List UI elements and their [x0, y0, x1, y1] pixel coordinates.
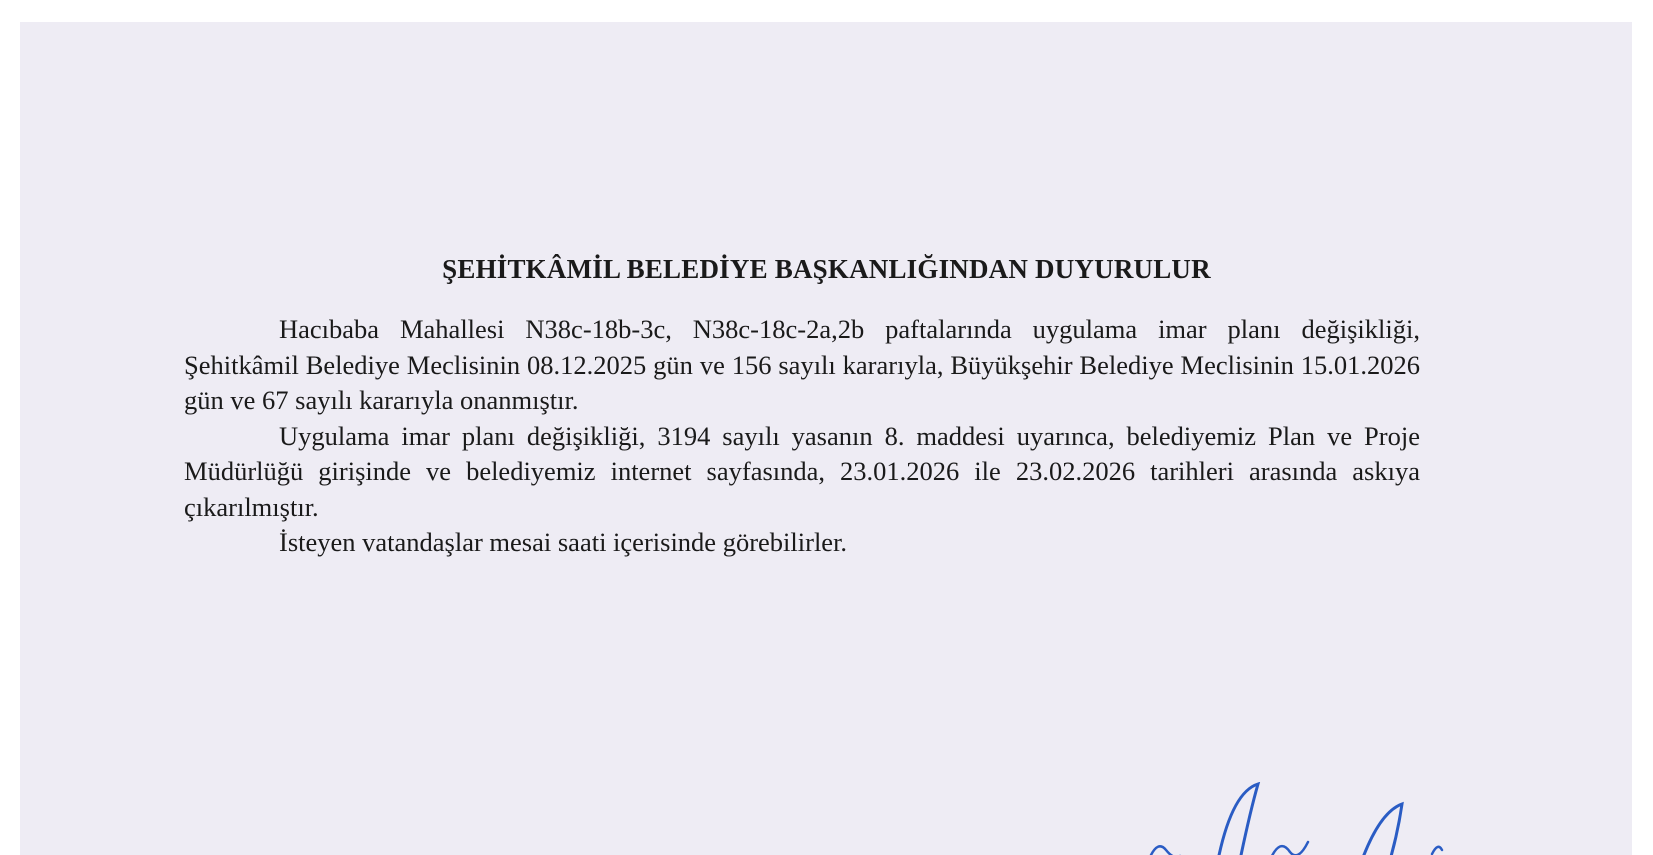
paragraph-viewing: İsteyen vatandaşlar mesai saati içerisinde görebilirler.	[279, 527, 848, 557]
signature-icon	[1140, 782, 1460, 855]
paragraph-announcement: Uygulama imar planı değişikliği, 3194 sayılı yasanın 8. maddesi uyarınca, belediyemiz Plan ve Proje Müdürlüğü girişinde ve belediyemiz internet sayfasında, 23.01.2026 ile 23.02.2026 tarihleri arasında askıya çıkarılmıştır.	[184, 420, 1420, 522]
document-body	[184, 312, 1420, 561]
paragraph-approval: Hacıbaba Mahallesi N38c-18b-3c, N38c-18c-2a,2b paftalarında uygulama imar planı değişikliği, Şehitkâmil Belediye Meclisinin 08.12.2025 gün ve 156 sayılı kararıyla, Büyükşehir Belediye Meclisinin 15.01.2026 gün ve 67 sayılı kararıyla onanmıştır.	[184, 314, 1420, 415]
document-page	[20, 22, 1632, 855]
document-title: ŞEHİTKÂMİL BELEDİYE BAŞKANLIĞINDAN DUYURULUR	[442, 254, 1211, 284]
